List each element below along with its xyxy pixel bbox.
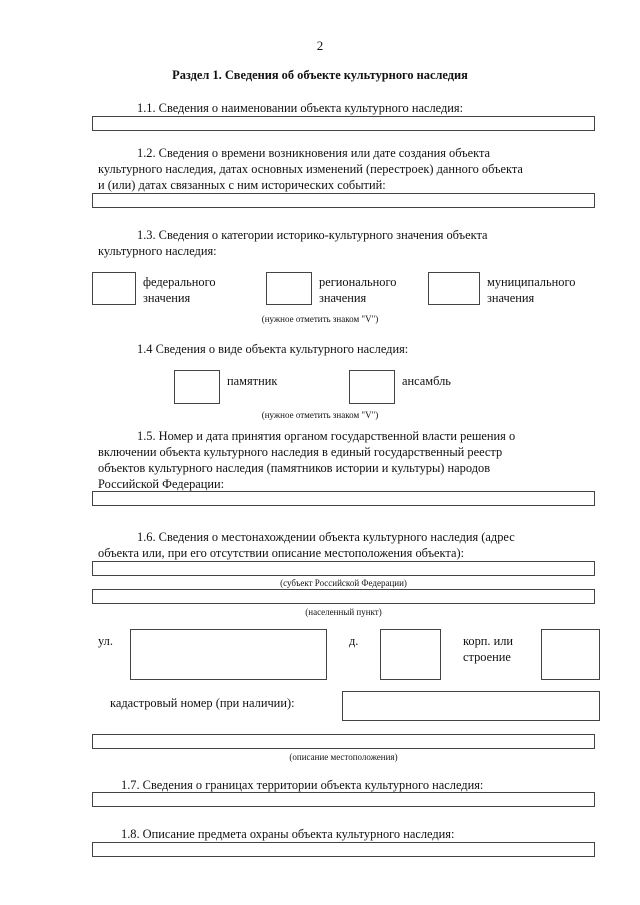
cadastral-field[interactable] <box>342 691 600 721</box>
s11-label: 1.1. Сведения о наименовании объекта культурного наследия: <box>137 101 464 115</box>
municipal-checkbox[interactable] <box>428 272 480 305</box>
subject-field[interactable] <box>92 561 595 576</box>
s12-line2: культурного наследия, датах основных изменений (перестроек) данного объекта <box>98 162 523 176</box>
ensemble-label: ансамбль <box>402 374 451 388</box>
s13-line2: культурного наследия: <box>98 244 217 258</box>
regional-label-line2: значения <box>319 291 367 305</box>
building-label-line1: корп. или <box>463 634 514 648</box>
s15-line4: Российской Федерации: <box>98 477 225 491</box>
federal-checkbox[interactable] <box>92 272 136 305</box>
municipal-label-line2: значения <box>487 291 535 305</box>
ensemble-checkbox[interactable] <box>349 370 395 404</box>
regional-label-line1: регионального <box>319 275 397 289</box>
regional-checkbox[interactable] <box>266 272 312 305</box>
s16-line2: объекта или, при его отсутствии описание местоположения объекта): <box>98 546 465 560</box>
territory-bounds-field[interactable] <box>92 792 595 807</box>
locality-field[interactable] <box>92 589 595 604</box>
name-field[interactable] <box>92 116 595 131</box>
s16-line1: 1.6. Сведения о местонахождении объекта культурного наследия (адрес <box>137 530 515 544</box>
house-label: д. <box>349 634 359 648</box>
street-label: ул. <box>98 634 113 648</box>
s15-line2: включении объекта культурного наследия в единый государственный реестр <box>98 445 503 459</box>
federal-label-line2: значения <box>143 291 191 305</box>
federal-label-line1: федерального <box>143 275 216 289</box>
street-field[interactable] <box>130 629 327 680</box>
cadastral-label: кадастровый номер (при наличии): <box>110 696 295 710</box>
municipal-label-line1: муниципального <box>487 275 576 289</box>
s18-label: 1.8. Описание предмета охраны объекта культурного наследия: <box>121 827 455 841</box>
monument-label: памятник <box>227 374 278 388</box>
location-caption: (описание местоположения) <box>289 752 398 762</box>
category-hint: (нужное отметить знаком "V") <box>261 314 379 324</box>
s12-line3: и (или) датах связанных с ним исторических событий: <box>98 178 386 192</box>
house-field[interactable] <box>380 629 441 680</box>
page-number: 2 <box>316 38 324 53</box>
s15-line3: объектов культурного наследия (памятников истории и культуры) народов <box>98 461 491 475</box>
time-field[interactable] <box>92 193 595 208</box>
kind-hint: (нужное отметить знаком "V") <box>261 410 379 420</box>
protection-subject-field[interactable] <box>92 842 595 857</box>
location-description-field[interactable] <box>92 734 595 749</box>
building-field[interactable] <box>541 629 600 680</box>
building-label-line2: строение <box>463 650 511 664</box>
s17-label: 1.7. Сведения о границах территории объекта культурного наследия: <box>121 778 484 792</box>
subject-caption: (субъект Российской Федерации) <box>280 578 407 588</box>
section-title: Раздел 1. Сведения об объекте культурного наследия <box>172 68 468 82</box>
monument-checkbox[interactable] <box>174 370 220 404</box>
s14-label: 1.4 Сведения о виде объекта культурного наследия: <box>137 342 409 356</box>
locality-caption: (населенный пункт) <box>305 607 382 617</box>
s13-line1: 1.3. Сведения о категории историко-культурного значения объекта <box>137 228 488 242</box>
s12-line1: 1.2. Сведения о времени возникновения или дате создания объекта <box>137 146 491 160</box>
registry-decision-field[interactable] <box>92 491 595 506</box>
s15-line1: 1.5. Номер и дата принятия органом государственной власти решения о <box>137 429 516 443</box>
